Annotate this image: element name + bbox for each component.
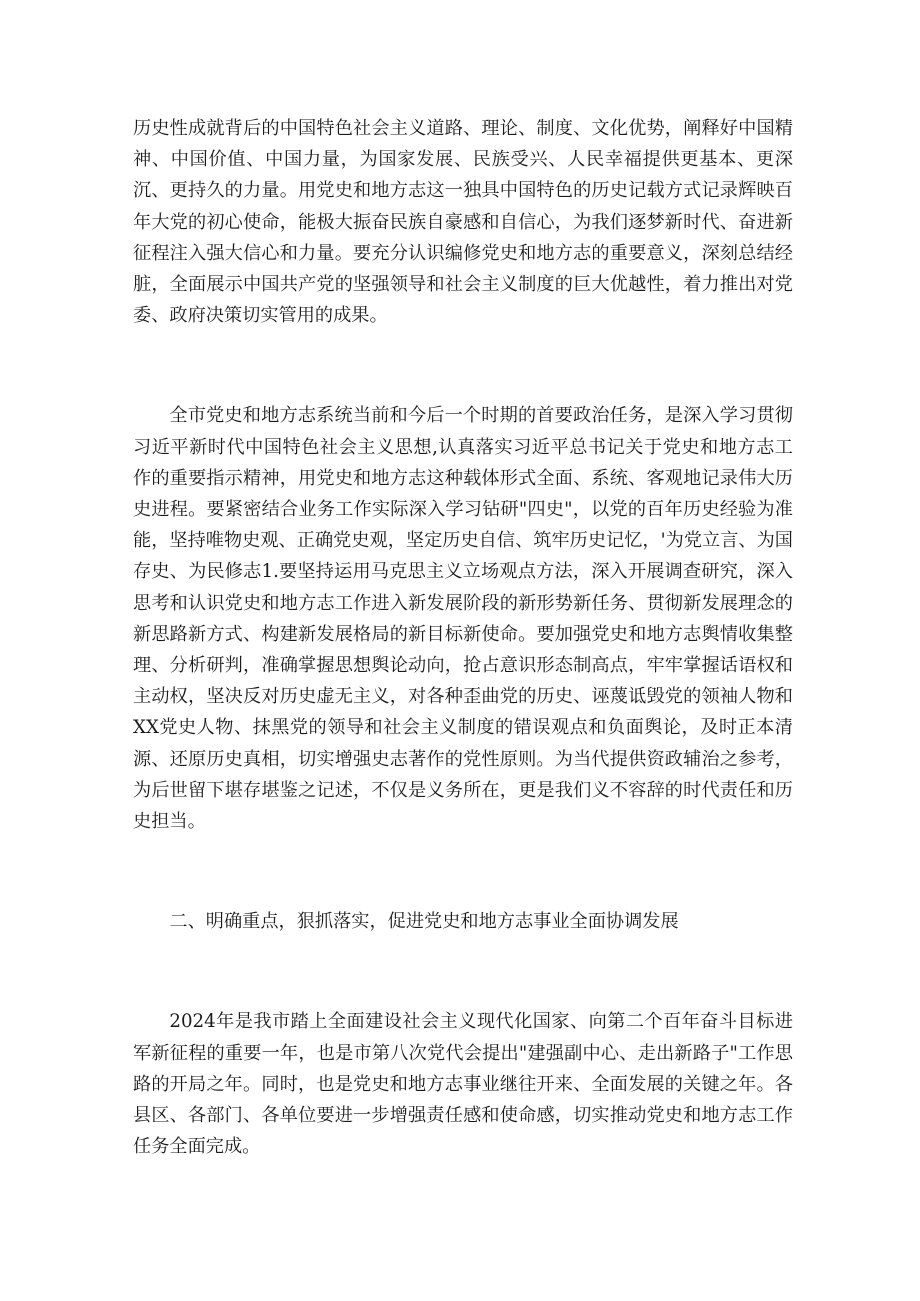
- document-body: [133, 113, 793, 1162]
- section-heading: 二、明确重点，狠抓落实，促进党史和地方志事业全面协调发展: [169, 911, 679, 933]
- body-paragraph: 历史性成就背后的中国特色社会主义道路、理论、制度、文化优势，阐释好中国精神、中国价值、中国力量，为国家发展、民族受兴、人民幸福提供更基本、更深沉、更持久的力量。用党史和地方志这一独具中国特色的历史记载方式记录辉映百年大党的初心使命，能极大振奋民族自豪感和自信心，为我们逐梦新时代、奋进新征程注入强大信心和力量。要充分认识编修党史和地方志的重要意义，深刻总结经脏，全面展示中国共产党的坚强领导和社会主义制度的巨大优越性，着力推出对党委、政府决策切实管用的成果。: [133, 118, 793, 327]
- body-paragraph: 2024年是我市踏上全面建设社会主义现代化国家、向第二个百年奋斗目标进军新征程的重要一年，也是市第八次党代会提出"建强副中心、走出新路子"工作思路的开局之年。同时，也是党史和地方志事业继往开来、全面发展的关键之年。各县区、各部门、各单位要进一步增强责任感和使命感，切实推动党史和地方志工作任务全面完成。: [133, 1011, 793, 1158]
- body-paragraph: 全市党史和地方志系统当前和今后一个时期的首要政治任务，是深入学习贯彻习近平新时代中国特色社会主义思想,认真落实习近平总书记关于党史和地方志工作的重要指示精神，用党史和地方志这种载体形式全面、系统、客观地记录伟大历史进程。要紧密结合业务工作实际深入学习钻研"四史"，以党的百年历史经验为准能，坚持唯物史观、正确党史观，坚定历史自信、筑牢历史记忆，'为党立言、为国存史、为民修志1.要坚持运用马克思主义立场观点方法，深入开展调查研究，深入思考和认识党史和地方志工作进入新发展阶段的新形势新任务、贯彻新发展理念的新思路新方式、构建新发展格局的新目标新使命。要加强党史和地方志舆情收集整理、分析研判，准确掌握思想舆论动向，抢占意识形态制高点，牢牢掌握话语权和主动权，坚决反对历史虚无主义，对各种歪曲党的历史、诬蔑诋毁党的领袖人物和XX党史人物、抹黑党的领导和社会主义制度的错误观点和负面舆论，及时正本清源、还原历史真相，切实增强史志著作的党性原则。为当代提供资政辅治之参考，为后世留下堪存堪鉴之记述，不仅是义务所在，更是我们义不容辞的时代责任和历史担当。: [133, 405, 793, 833]
